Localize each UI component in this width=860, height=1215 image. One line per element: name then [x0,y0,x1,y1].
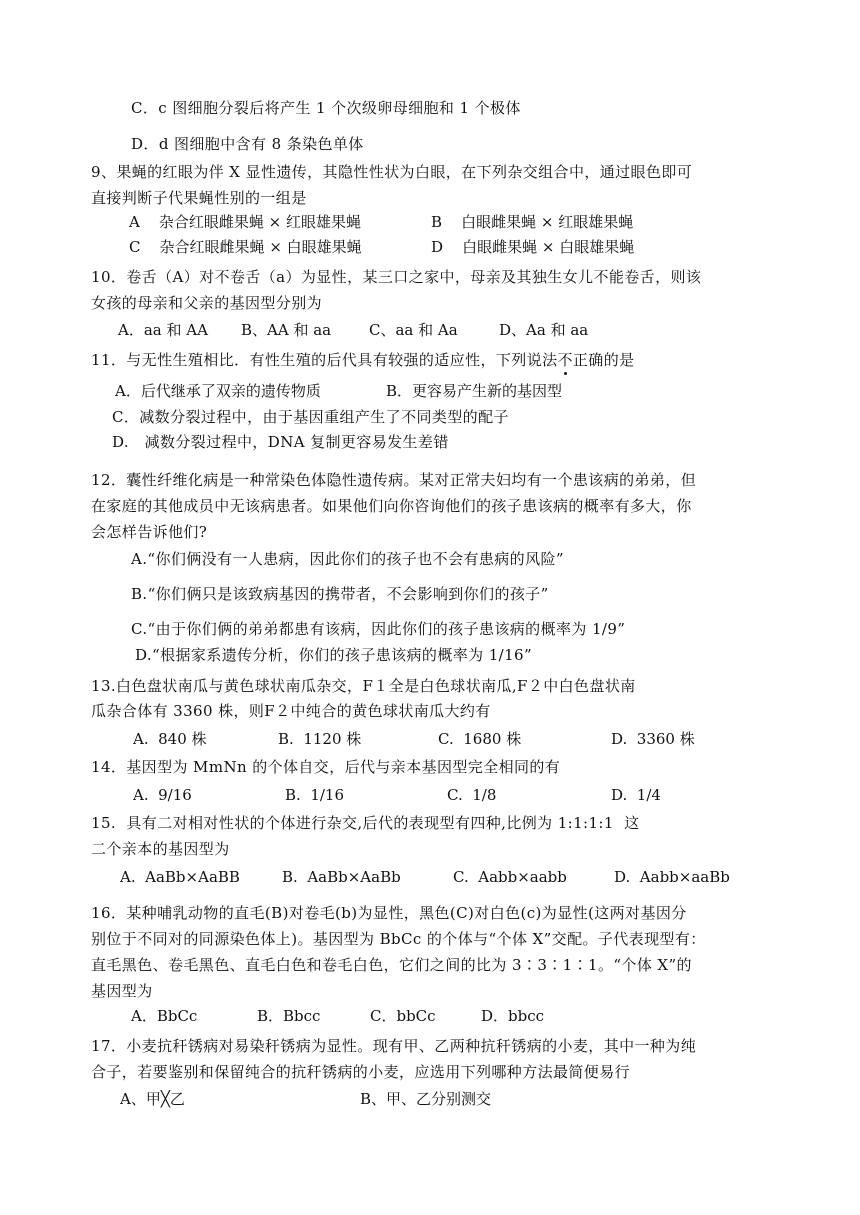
q13-option-a: A. 840 株 [133,730,207,748]
q8-option-d: D．d 图细胞中含有 8 条染色单体 [131,135,364,153]
q16-option-c: C．bbCc [370,1007,436,1025]
q15-options [120,867,820,887]
q15-option-d: D. Aabb×aaBb [614,868,730,886]
q12-option-b: B.“你们俩只是该致病基因的携带者，不会影响到你们的孩子” [131,585,549,603]
q16-option-a: A．BbCc [131,1007,198,1025]
q15-stem-line1: 15. 具有二对相对性状的个体进行杂交,后代的表现型有四种,比例为 1:1:1:1 这 [91,814,640,832]
q17-stem-line1: 17．小麦抗秆锈病对易染秆锈病为显性。现有甲、乙两种抗秆锈病的小麦，其中一种为纯 [91,1037,697,1055]
q12-option-a: A.“你们俩没有一人患病，因此你们的孩子也不会有患病的风险” [131,550,564,568]
q13-option-c: C. 1680 株 [438,730,522,748]
q14-stem: 14．基因型为 MmNn 的个体自交，后代与亲本基因型完全相同的有 [91,758,561,776]
q15-stem-line2: 二个亲本的基因型为 [91,840,230,858]
q11-option-c: C．减数分裂过程中，由于基因重组产生了不同类型的配子 [112,408,509,426]
q13-stem-line1: 13.白色盘状南瓜与黄色球状南瓜杂交，F１全是白色球状南瓜,F２中白色盘状南 [91,677,636,695]
q15-option-a: A. AaBb×AaBB [120,868,240,886]
q11-stem-emphasis: 不 [557,351,573,369]
q11-stem-pre: 11．与无性生殖相比．有性生殖的后代具有较强的适应性，下列说法 [91,351,558,369]
q9-option-a: A 杂合红眼雌果蝇 × 红眼雄果蝇 [129,213,362,231]
q15-option-c: C. Aabb×aabb [453,868,567,886]
q9-options-row1 [129,212,829,232]
q10-stem-line2: 女孩的母亲和父亲的基因型分别为 [91,294,323,312]
q15-option-b: B. AaBb×AaBb [282,868,401,886]
q10-option-d: D、Aa 和 aa [499,321,589,339]
q16-options [131,1006,831,1026]
q11-options-row1 [115,381,815,401]
q11-stem-post: 正确的是 [572,351,635,369]
q14-option-c: C. 1/8 [447,786,497,804]
q17-option-a: A、甲╳乙 [120,1090,185,1108]
q9-option-c: C 杂合红眼雌果蝇 × 白眼雄果蝇 [129,238,362,256]
q8-option-c: C．c 图细胞分裂后将产生 1 个次级卵母细胞和 1 个极体 [131,99,521,117]
q14-option-a: A. 9/16 [133,786,192,804]
q9-option-b: B 白眼雌果蝇 × 红眼雄果蝇 [431,213,634,231]
q10-option-c: C、aa 和 Aa [369,321,458,339]
q16-stem-line1: 16．某种哺乳动物的直毛(B)对卷毛(b)为显性，黑色(C)对白色(c)为显性(这两对基因分 [91,904,687,922]
q9-option-d: D 白眼雌果蝇 × 白眼雄果蝇 [431,238,635,256]
q14-option-b: B. 1/16 [285,786,345,804]
q16-stem-line4: 基因型为 [91,982,153,1000]
q11-option-a: A．后代继承了双亲的遗传物质 [115,382,321,400]
q17-stem-line2: 合子，若要鉴别和保留纯合的抗秆锈病的小麦，应选用下列哪种方法最简便易行 [91,1063,631,1081]
q16-option-b: B．Bbcc [257,1007,321,1025]
q11-option-d: D. 减数分裂过程中，DNA 复制更容易发生差错 [112,433,449,451]
q12-option-d: D.“根据家系遗传分析，你们的孩子患该病的概率为 1/16” [135,646,533,664]
q13-stem-line2: 瓜杂合体有 3360 株，则F２中纯合的黄色球状南瓜大约有 [91,702,491,720]
q11-option-b: B．更容易产生新的基因型 [386,382,563,400]
q12-stem-line3: 会怎样告诉他们? [91,523,208,541]
q16-option-d: D．bbcc [481,1007,545,1025]
q14-options [133,785,833,805]
q13-options [133,729,833,749]
q17-option-b: B、甲、乙分别测交 [360,1090,492,1108]
q12-stem-line1: 12．囊性纤维化病是一种常染色体隐性遗传病。某对正常夫妇均有一个患该病的弟弟，但 [91,471,697,489]
q10-option-b: B、AA 和 aa [241,321,332,339]
q10-option-a: A．aa 和 AA [118,321,208,339]
q12-stem-line2: 在家庭的其他成员中无该病患者。如果他们向你咨询他们的孩子患该病的概率有多大，你 [91,497,692,515]
q16-stem-line3: 直毛黑色、卷毛黑色、直毛白色和卷毛白色，它们之间的比为 3∶3∶1∶1。“个体 X”的 [91,956,692,974]
q16-stem-line2: 别位于不同对的同源染色体上)。基因型为 BbCc 的个体与“个体 X”交配。子代表现型有： [91,930,706,948]
q14-option-d: D. 1/4 [611,786,661,804]
q12-option-c: C.“由于你们俩的弟弟都患有该病，因此你们的孩子患该病的概率为 1/9” [131,620,626,638]
q17-options [120,1089,820,1109]
q13-option-b: B. 1120 株 [278,730,362,748]
q10-stem-line1: 10．卷舌（A）对不卷舌（a）为显性，某三口之家中，母亲及其独生女儿不能卷舌，则该 [91,268,702,286]
q9-options-row2 [129,237,829,257]
q9-stem-line2: 直接判断子代果蝇性别的一组是 [91,189,307,207]
q13-option-d: D. 3360 株 [611,730,695,748]
q9-stem-line1: 9、果蝇的红眼为伴 X 显性遗传，其隐性性状为白眼，在下列杂交组合中，通过眼色即可 [91,163,693,181]
q11-stem [91,350,635,370]
q10-options [118,320,818,340]
